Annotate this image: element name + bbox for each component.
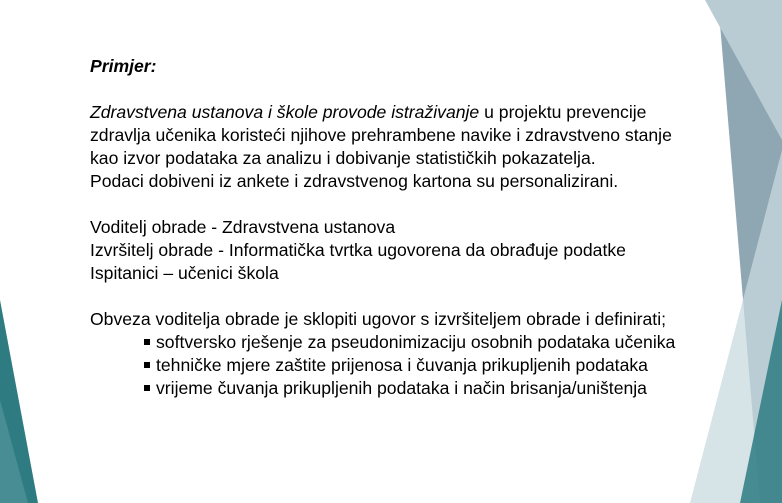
obligation-text: Obveza voditelja obrade je sklopiti ugovor s izvršiteljem obrade i definirati;: [90, 309, 666, 329]
slide-content: [90, 55, 750, 400]
paragraph-line-2: zdravlja učenika koristeći njihove prehrambene navike i zdravstveno stanje: [90, 125, 672, 145]
italic-phrase: Zdravstvena ustanova i škole provode istraživanje: [90, 102, 480, 122]
list-item: softversko rješenje za pseudonimizaciju osobnih podataka učenika: [144, 331, 750, 354]
paragraph-line-1: [90, 101, 750, 124]
role-subjects: Ispitanici – učenici škola: [90, 263, 279, 283]
paragraph-line-1-rest: u projektu prevencije: [479, 102, 647, 122]
slide-heading: Primjer:: [90, 56, 157, 76]
role-processor: Izvršitelj obrade - Informatička tvrtka ugovorena da obrađuje podatke: [90, 240, 626, 260]
paragraph-line-4: Podaci dobiveni iz ankete i zdravstvenog kartona su personalizirani.: [90, 171, 619, 191]
obligation-list: [90, 331, 750, 400]
list-item: tehničke mjere zaštite prijenosa i čuvanja prikupljenih podataka: [144, 354, 750, 377]
list-item: vrijeme čuvanja prikupljenih podataka i način brisanja/uništenja: [144, 377, 750, 400]
paragraph-line-3: kao izvor podataka za analizu i dobivanje statističkih pokazatelja.: [90, 148, 596, 168]
role-controller: Voditelj obrade - Zdravstvena ustanova: [90, 217, 396, 237]
